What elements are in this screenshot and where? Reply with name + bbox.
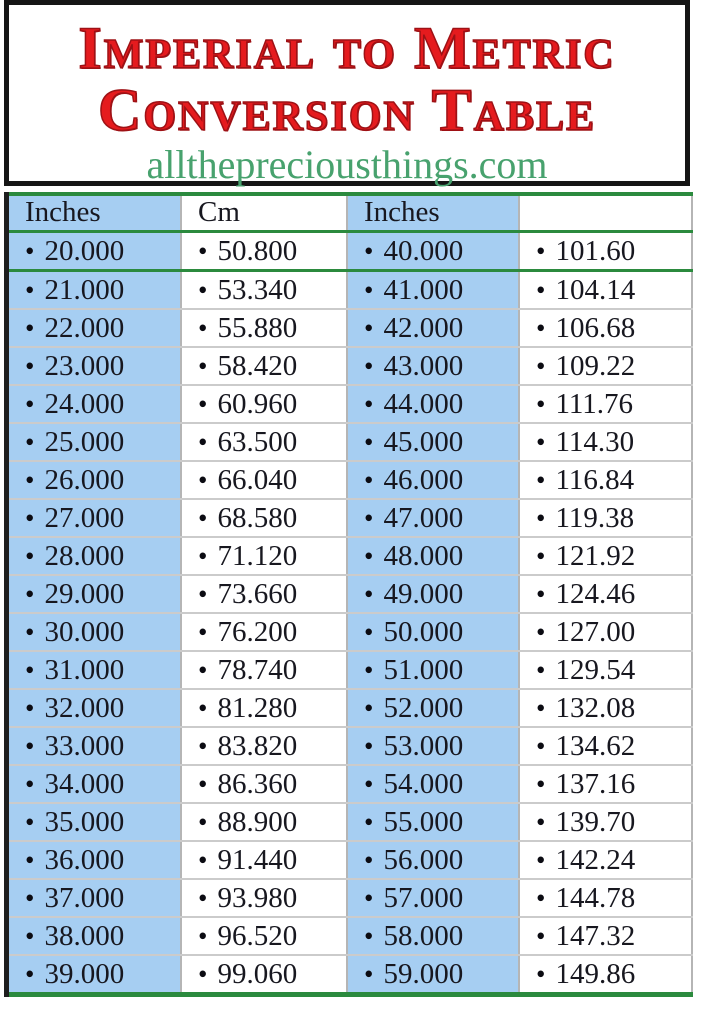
conversion-table-wrapper — [4, 192, 692, 997]
cell-value: 57.000 — [383, 881, 464, 914]
bullet-icon: • — [198, 654, 208, 685]
table-cell — [347, 879, 519, 917]
table-row — [9, 347, 692, 385]
cell-value: 127.00 — [555, 615, 636, 648]
cell-value: 99.060 — [217, 957, 298, 990]
cell-value: 58.000 — [383, 919, 464, 952]
bullet-icon: • — [536, 844, 546, 875]
table-cell — [347, 385, 519, 423]
cell-value: 27.000 — [44, 501, 125, 534]
table-body — [9, 231, 692, 994]
table-cell — [519, 765, 692, 803]
cell-value: 124.46 — [555, 577, 636, 610]
cell-value: 49.000 — [383, 577, 464, 610]
table-cell — [519, 499, 692, 537]
bullet-icon: • — [198, 578, 208, 609]
cell-value: 129.54 — [555, 653, 636, 686]
table-cell — [181, 499, 347, 537]
cell-value: 25.000 — [44, 425, 125, 458]
bullet-icon: • — [25, 692, 35, 723]
table-cell — [519, 955, 692, 995]
table-cell — [347, 917, 519, 955]
table-cell — [519, 689, 692, 727]
table-cell — [181, 613, 347, 651]
bullet-icon: • — [25, 388, 35, 419]
cell-value: 66.040 — [217, 463, 298, 496]
table-cell — [347, 955, 519, 995]
cell-value: 45.000 — [383, 425, 464, 458]
table-cell — [347, 689, 519, 727]
table-cell — [519, 651, 692, 689]
table-cell — [519, 461, 692, 499]
table-row — [9, 499, 692, 537]
cell-value: 50.800 — [217, 234, 298, 267]
table-cell — [181, 537, 347, 575]
bullet-icon: • — [25, 920, 35, 951]
table-cell — [9, 347, 181, 385]
table-cell — [9, 537, 181, 575]
cell-value: 48.000 — [383, 539, 464, 572]
bullet-icon: • — [25, 730, 35, 761]
cell-value: 106.68 — [555, 311, 636, 344]
cell-value: 91.440 — [217, 843, 298, 876]
cell-value: 119.38 — [555, 501, 635, 534]
bullet-icon: • — [364, 312, 374, 343]
cell-value: 54.000 — [383, 767, 464, 800]
cell-value: 68.580 — [217, 501, 298, 534]
bullet-icon: • — [25, 540, 35, 571]
bullet-icon: • — [198, 464, 208, 495]
conversion-table — [9, 192, 693, 997]
table-cell — [9, 651, 181, 689]
table-row — [9, 461, 692, 499]
bullet-icon: • — [25, 806, 35, 837]
bullet-icon: • — [198, 616, 208, 647]
website-url: allthepreciousthings.com — [146, 142, 548, 187]
bullet-icon: • — [25, 882, 35, 913]
bullet-icon: • — [364, 692, 374, 723]
cell-value: 24.000 — [44, 387, 125, 420]
bullet-icon: • — [364, 616, 374, 647]
column-header-inches-1: Inches — [9, 194, 181, 231]
table-cell — [519, 270, 692, 309]
cell-value: 20.000 — [44, 234, 125, 267]
bullet-icon: • — [364, 920, 374, 951]
bullet-icon: • — [536, 958, 546, 989]
cell-value: 96.520 — [217, 919, 298, 952]
cell-value: 33.000 — [44, 729, 125, 762]
table-cell — [181, 689, 347, 727]
bullet-icon: • — [536, 730, 546, 761]
table-row — [9, 917, 692, 955]
cell-value: 29.000 — [44, 577, 125, 610]
bullet-icon: • — [25, 426, 35, 457]
cell-value: 132.08 — [555, 691, 636, 724]
bullet-icon: • — [25, 274, 35, 305]
bullet-icon: • — [364, 540, 374, 571]
bullet-icon: • — [536, 502, 546, 533]
bullet-icon: • — [536, 464, 546, 495]
table-cell — [347, 537, 519, 575]
table-cell — [9, 613, 181, 651]
table-cell — [9, 955, 181, 995]
cell-value: 22.000 — [44, 311, 125, 344]
bullet-icon: • — [536, 654, 546, 685]
table-cell — [519, 423, 692, 461]
title-line-2: Conversion Table — [97, 77, 597, 143]
table-cell — [519, 347, 692, 385]
bullet-icon: • — [364, 806, 374, 837]
table-cell — [181, 270, 347, 309]
table-cell — [9, 841, 181, 879]
table-cell — [347, 270, 519, 309]
cell-value: 40.000 — [383, 234, 464, 267]
cell-value: 44.000 — [383, 387, 464, 420]
table-cell — [347, 499, 519, 537]
cell-value: 31.000 — [44, 653, 125, 686]
bullet-icon: • — [536, 426, 546, 457]
cell-value: 55.880 — [217, 311, 298, 344]
bullet-icon: • — [198, 768, 208, 799]
table-row — [9, 613, 692, 651]
bullet-icon: • — [364, 388, 374, 419]
bullet-icon: • — [536, 806, 546, 837]
table-cell — [181, 765, 347, 803]
cell-value: 104.14 — [555, 273, 636, 306]
cell-value: 59.000 — [383, 957, 464, 990]
table-row — [9, 689, 692, 727]
bullet-icon: • — [536, 235, 546, 266]
bullet-icon: • — [198, 235, 208, 266]
cell-value: 46.000 — [383, 463, 464, 496]
cell-value: 56.000 — [383, 843, 464, 876]
bullet-icon: • — [364, 654, 374, 685]
bullet-icon: • — [536, 692, 546, 723]
table-row — [9, 385, 692, 423]
bullet-icon: • — [364, 844, 374, 875]
table-cell — [181, 575, 347, 613]
cell-value: 28.000 — [44, 539, 125, 572]
table-cell — [347, 461, 519, 499]
table-cell — [519, 803, 692, 841]
bullet-icon: • — [364, 350, 374, 381]
cell-value: 37.000 — [44, 881, 125, 914]
bullet-icon: • — [198, 502, 208, 533]
bullet-icon: • — [364, 235, 374, 266]
cell-value: 101.60 — [555, 234, 636, 267]
table-row — [9, 727, 692, 765]
cell-value: 42.000 — [383, 311, 464, 344]
bullet-icon: • — [536, 312, 546, 343]
bullet-icon: • — [536, 616, 546, 647]
table-cell — [9, 727, 181, 765]
title-line-1: Imperial to Metric — [78, 15, 616, 81]
cell-value: 83.820 — [217, 729, 298, 762]
cell-value: 76.200 — [217, 615, 298, 648]
table-cell — [519, 917, 692, 955]
bullet-icon: • — [364, 502, 374, 533]
bullet-icon: • — [364, 958, 374, 989]
table-row — [9, 231, 692, 270]
bullet-icon: • — [25, 235, 35, 266]
title-banner — [4, 0, 690, 186]
table-cell — [9, 803, 181, 841]
table-cell — [519, 841, 692, 879]
table-cell — [181, 727, 347, 765]
cell-value: 78.740 — [217, 653, 298, 686]
table-cell — [181, 347, 347, 385]
table-row — [9, 765, 692, 803]
table-cell — [181, 309, 347, 347]
cell-value: 81.280 — [217, 691, 298, 724]
table-cell — [9, 689, 181, 727]
cell-value: 32.000 — [44, 691, 125, 724]
bullet-icon: • — [198, 388, 208, 419]
bullet-icon: • — [25, 578, 35, 609]
table-cell — [181, 803, 347, 841]
bullet-icon: • — [198, 958, 208, 989]
table-cell — [347, 841, 519, 879]
cell-value: 55.000 — [383, 805, 464, 838]
cell-value: 53.000 — [383, 729, 464, 762]
cell-value: 35.000 — [44, 805, 125, 838]
bullet-icon: • — [198, 350, 208, 381]
bullet-icon: • — [198, 730, 208, 761]
table-cell — [181, 841, 347, 879]
bullet-icon: • — [198, 274, 208, 305]
bullet-icon: • — [198, 312, 208, 343]
table-cell — [519, 613, 692, 651]
table-row — [9, 955, 692, 995]
table-cell — [347, 727, 519, 765]
table-cell — [181, 385, 347, 423]
cell-value: 86.360 — [217, 767, 298, 800]
table-cell — [347, 423, 519, 461]
bullet-icon: • — [198, 540, 208, 571]
bullet-icon: • — [198, 806, 208, 837]
table-cell — [9, 879, 181, 917]
cell-value: 34.000 — [44, 767, 125, 800]
cell-value: 63.500 — [217, 425, 298, 458]
bullet-icon: • — [25, 464, 35, 495]
cell-value: 50.000 — [383, 615, 464, 648]
table-cell — [9, 917, 181, 955]
table-row — [9, 537, 692, 575]
bullet-icon: • — [198, 692, 208, 723]
bullet-icon: • — [364, 882, 374, 913]
cell-value: 21.000 — [44, 273, 125, 306]
bullet-icon: • — [364, 274, 374, 305]
bullet-icon: • — [536, 350, 546, 381]
cell-value: 109.22 — [555, 349, 636, 382]
bullet-icon: • — [25, 616, 35, 647]
table-cell — [9, 309, 181, 347]
table-row — [9, 651, 692, 689]
cell-value: 43.000 — [383, 349, 464, 382]
bullet-icon: • — [364, 730, 374, 761]
table-row — [9, 879, 692, 917]
bullet-icon: • — [25, 502, 35, 533]
table-cell — [519, 727, 692, 765]
table-cell — [9, 499, 181, 537]
bullet-icon: • — [364, 768, 374, 799]
table-cell — [181, 651, 347, 689]
cell-value: 116.84 — [555, 463, 635, 496]
table-cell — [181, 231, 347, 270]
bullet-icon: • — [536, 578, 546, 609]
bullet-icon: • — [536, 768, 546, 799]
table-cell — [9, 385, 181, 423]
bullet-icon: • — [536, 274, 546, 305]
table-row — [9, 803, 692, 841]
table-cell — [519, 879, 692, 917]
column-header-inches-2: Inches — [347, 194, 519, 231]
cell-value: 52.000 — [383, 691, 464, 724]
table-cell — [9, 270, 181, 309]
table-cell — [347, 613, 519, 651]
table-cell — [181, 461, 347, 499]
bullet-icon: • — [25, 958, 35, 989]
bullet-icon: • — [364, 464, 374, 495]
bullet-icon: • — [25, 350, 35, 381]
table-row — [9, 841, 692, 879]
cell-value: 93.980 — [217, 881, 298, 914]
bullet-icon: • — [198, 882, 208, 913]
cell-value: 30.000 — [44, 615, 125, 648]
bullet-icon: • — [536, 388, 546, 419]
bullet-icon: • — [364, 578, 374, 609]
table-cell — [519, 575, 692, 613]
table-cell — [9, 575, 181, 613]
cell-value: 36.000 — [44, 843, 125, 876]
bullet-icon: • — [25, 312, 35, 343]
cell-value: 121.92 — [555, 539, 636, 572]
table-cell — [9, 765, 181, 803]
table-cell — [347, 231, 519, 270]
table-row — [9, 270, 692, 309]
cell-value: 71.120 — [217, 539, 298, 572]
cell-value: 39.000 — [44, 957, 125, 990]
cell-value: 142.24 — [555, 843, 636, 876]
cell-value: 111.76 — [555, 387, 634, 420]
bullet-icon: • — [25, 768, 35, 799]
cell-value: 51.000 — [383, 653, 464, 686]
table-header-row — [9, 194, 692, 231]
cell-value: 88.900 — [217, 805, 298, 838]
cell-value: 149.86 — [555, 957, 636, 990]
column-header-cm-2 — [519, 194, 692, 231]
cell-value: 114.30 — [555, 425, 635, 458]
bullet-icon: • — [25, 654, 35, 685]
cell-value: 58.420 — [217, 349, 298, 382]
bullet-icon: • — [536, 540, 546, 571]
bullet-icon: • — [198, 426, 208, 457]
table-cell — [347, 651, 519, 689]
table-cell — [347, 309, 519, 347]
table-cell — [347, 347, 519, 385]
cell-value: 134.62 — [555, 729, 636, 762]
cell-value: 47.000 — [383, 501, 464, 534]
table-row — [9, 423, 692, 461]
bullet-icon: • — [536, 920, 546, 951]
table-cell — [9, 423, 181, 461]
cell-value: 41.000 — [383, 273, 464, 306]
table-cell — [519, 385, 692, 423]
table-cell — [181, 879, 347, 917]
cell-value: 23.000 — [44, 349, 125, 382]
cell-value: 137.16 — [555, 767, 636, 800]
table-cell — [347, 803, 519, 841]
bullet-icon: • — [198, 920, 208, 951]
table-cell — [181, 955, 347, 995]
table-cell — [9, 231, 181, 270]
table-cell — [347, 575, 519, 613]
table-cell — [181, 423, 347, 461]
cell-value: 147.32 — [555, 919, 636, 952]
cell-value: 38.000 — [44, 919, 125, 952]
table-cell — [347, 765, 519, 803]
cell-value: 73.660 — [217, 577, 298, 610]
bullet-icon: • — [25, 844, 35, 875]
cell-value: 60.960 — [217, 387, 298, 420]
cell-value: 26.000 — [44, 463, 125, 496]
cell-value: 139.70 — [555, 805, 636, 838]
cell-value: 144.78 — [555, 881, 636, 914]
table-cell — [519, 309, 692, 347]
table-cell — [519, 537, 692, 575]
table-cell — [181, 917, 347, 955]
column-header-cm-1: Cm — [181, 194, 347, 231]
bullet-icon: • — [536, 882, 546, 913]
bullet-icon: • — [364, 426, 374, 457]
cell-value: 53.340 — [217, 273, 298, 306]
table-row — [9, 309, 692, 347]
table-cell — [9, 461, 181, 499]
bullet-icon: • — [198, 844, 208, 875]
table-cell — [519, 231, 692, 270]
table-row — [9, 575, 692, 613]
